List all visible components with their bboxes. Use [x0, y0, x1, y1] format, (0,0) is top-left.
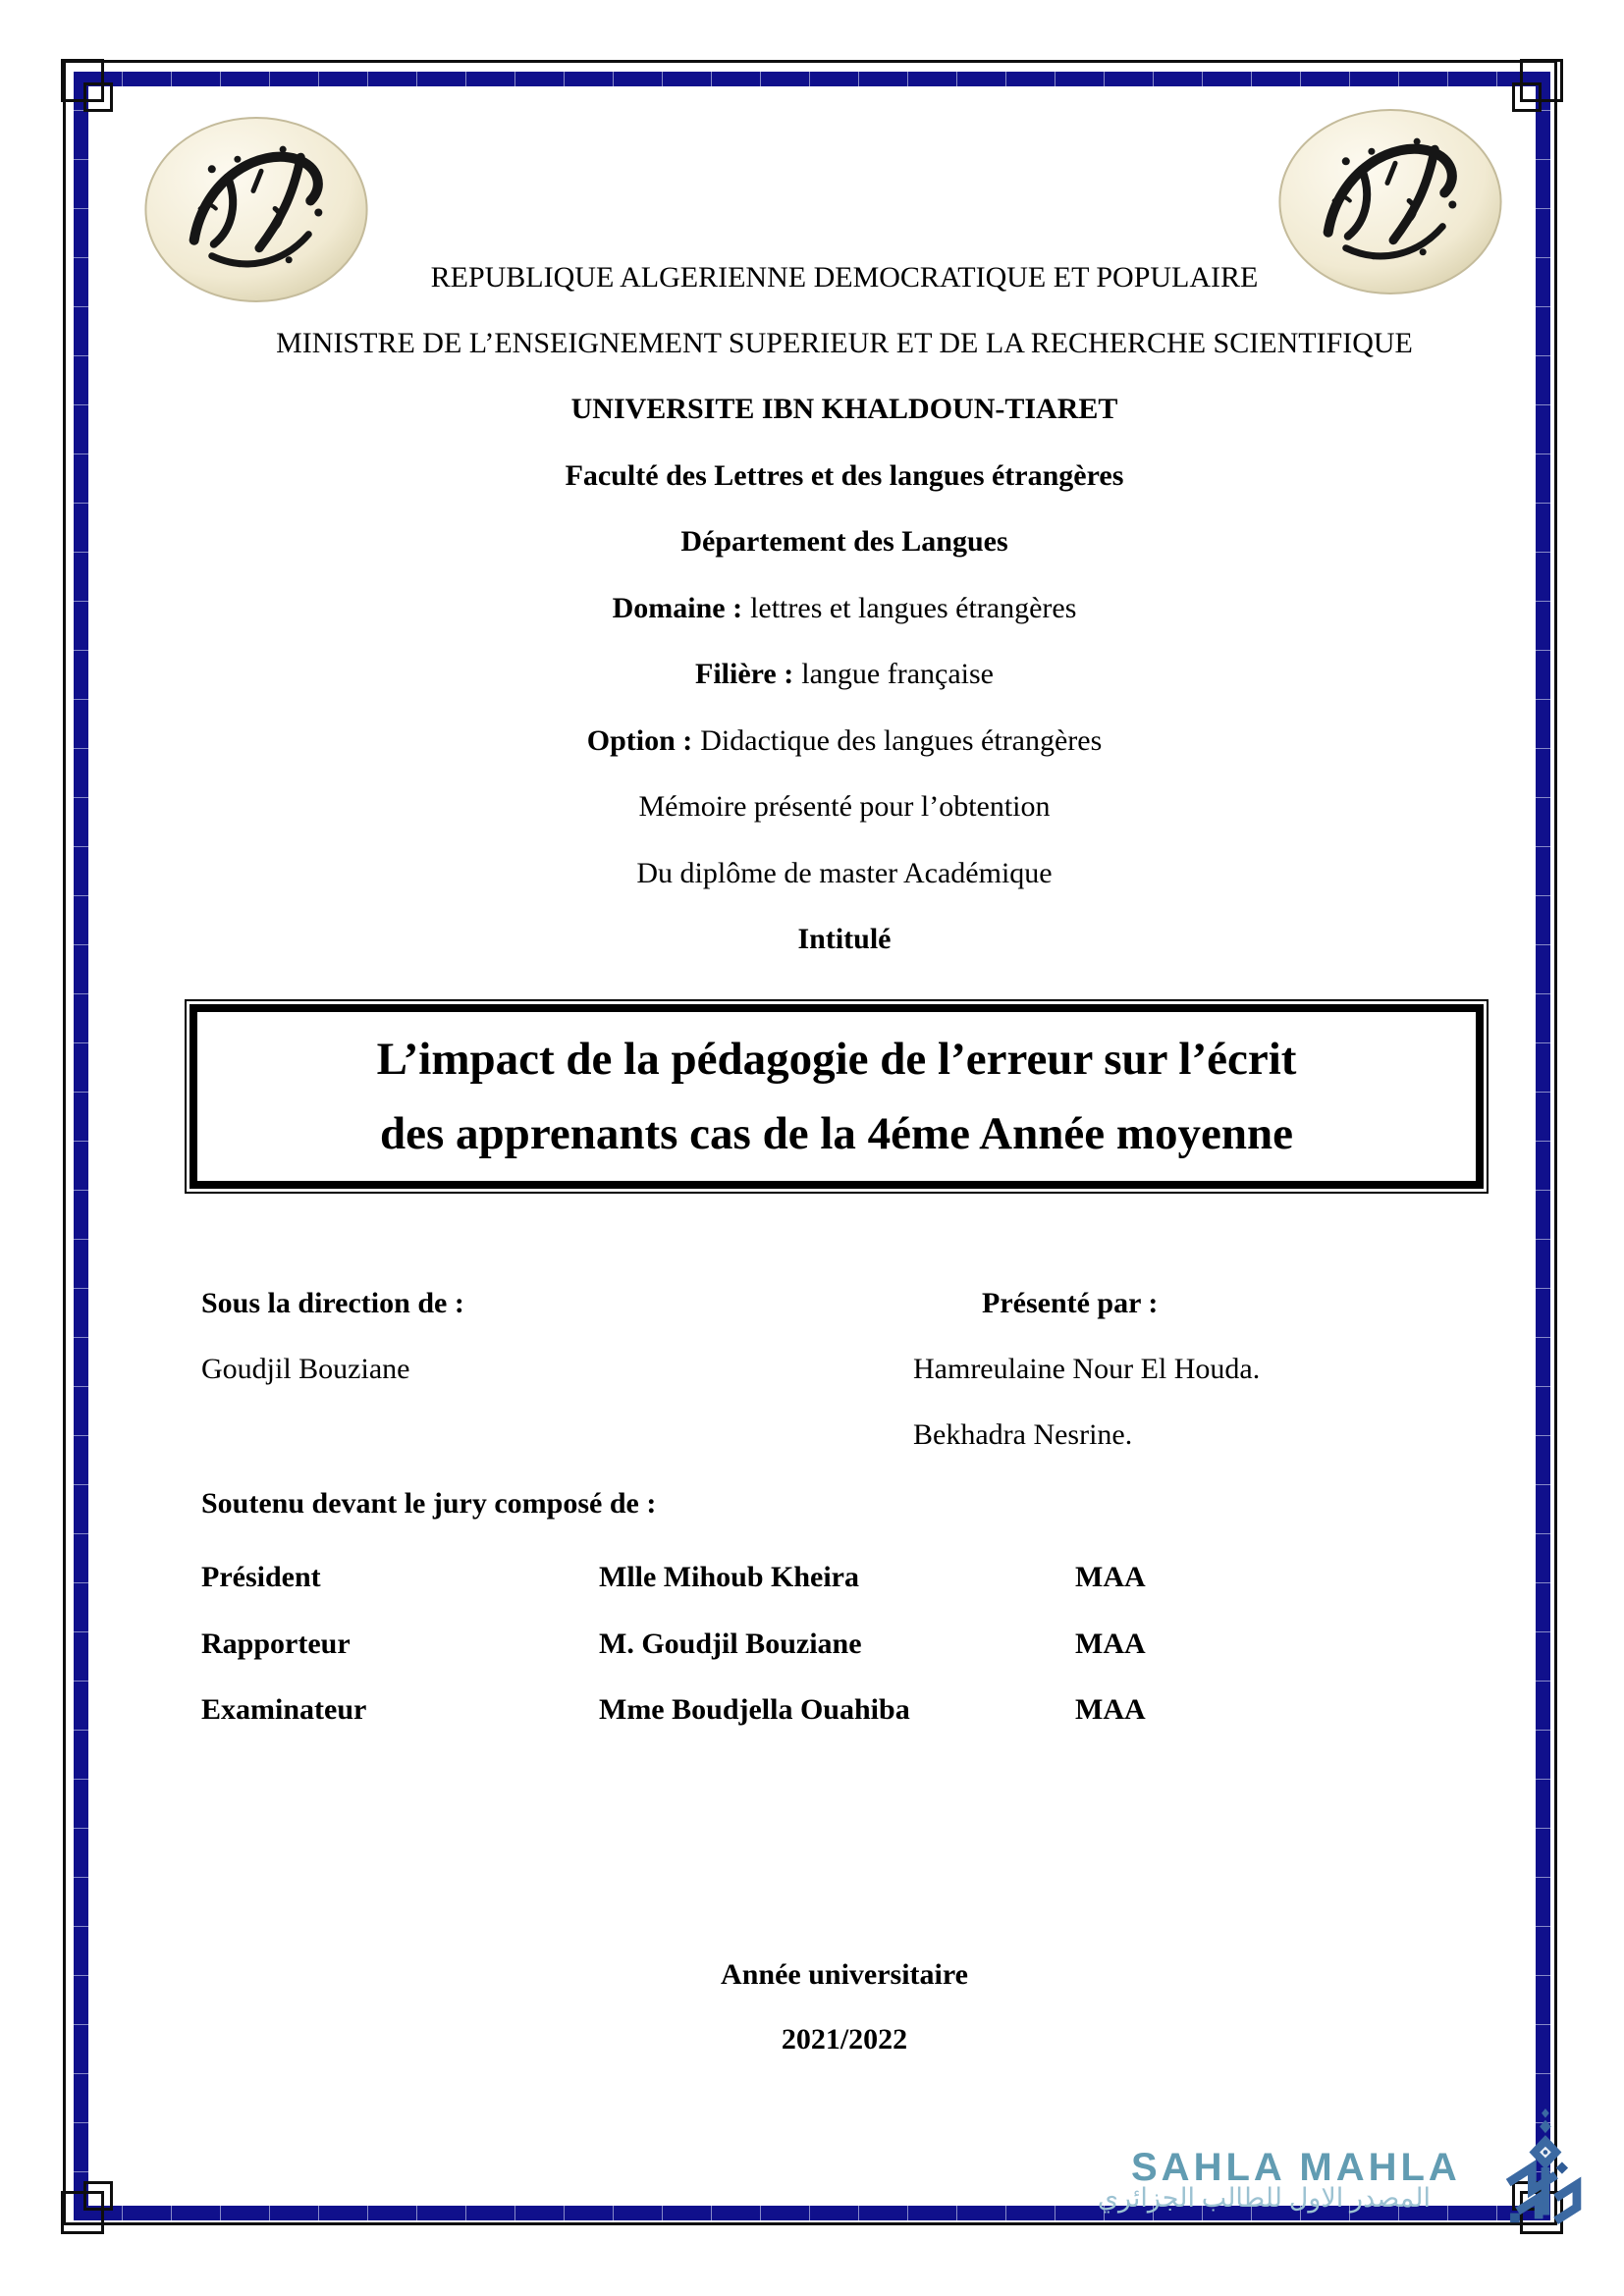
faculty-name: Faculté des Lettres et des langues étrangères	[565, 459, 1124, 492]
academic-year-label: Année universitaire	[721, 1958, 968, 1991]
memoire-line1: Mémoire présenté pour l’obtention	[638, 790, 1051, 823]
jury-rank: MAA	[1075, 1628, 1146, 1660]
jury-heading: Soutenu devant le jury composé de :	[201, 1487, 657, 1520]
university-logo-icon	[1276, 106, 1504, 298]
supervisor-name: Goudjil Bouziane	[201, 1353, 410, 1385]
jury-role: Examinateur	[201, 1693, 367, 1726]
thesis-title-box	[185, 999, 1489, 1194]
option-label: Option :	[586, 724, 693, 757]
university-name: UNIVERSITE IBN KHALDOUN-TIARET	[570, 393, 1118, 425]
sahla-mahla-brand: SAHLA MAHLA	[1131, 2146, 1461, 2189]
ministry-line: MINISTRE DE L’ENSEIGNEMENT SUPERIEUR ET DE LA RECHERCHE SCIENTIFIQUE	[276, 327, 1413, 359]
domaine-value: lettres et langues étrangères	[750, 592, 1077, 624]
sahla-mahla-tagline: المصدر الاول للطالب الجزائري	[1097, 2183, 1431, 2213]
option-line	[177, 724, 1512, 758]
direction-label: Sous la direction de :	[201, 1287, 464, 1319]
intitule-label: Intitulé	[797, 923, 892, 955]
filiere-value: langue française	[801, 658, 994, 690]
border-bar-top	[74, 72, 1550, 86]
jury-row	[201, 1628, 1380, 1661]
thesis-title-line2: des apprenants cas de la 4éme Année moyenne	[380, 1108, 1293, 1159]
student-name-1: Hamreulaine Nour El Houda.	[913, 1353, 1261, 1385]
domaine-line	[177, 592, 1512, 625]
jury-member-name: M. Goudjil Bouziane	[599, 1628, 862, 1660]
thesis-title-line1: L’impact de la pédagogie de l’erreur sur l’écrit	[376, 1034, 1297, 1085]
corner-ornament-icon	[83, 82, 113, 112]
republic-line: REPUBLIQUE ALGERIENNE DEMOCRATIQUE ET POPULAIRE	[430, 261, 1259, 294]
jury-role: Président	[201, 1561, 321, 1593]
jury-rank: MAA	[1075, 1561, 1146, 1593]
option-value: Didactique des langues étrangères	[700, 724, 1103, 757]
jury-member-name: Mlle Mihoub Kheira	[599, 1561, 859, 1593]
corner-ornament-icon	[83, 2181, 113, 2211]
sahla-mahla-logo-icon	[1500, 2107, 1587, 2230]
corner-ornament-icon	[1512, 82, 1542, 112]
academic-year-value: 2021/2022	[781, 2023, 908, 2056]
university-logo-icon	[142, 114, 370, 306]
jury-row	[201, 1693, 1380, 1727]
thesis-title	[189, 1004, 1484, 1189]
jury-rank: MAA	[1075, 1693, 1146, 1726]
memoire-line2: Du diplôme de master Académique	[636, 857, 1053, 889]
presented-label: Présenté par :	[982, 1287, 1159, 1319]
student-name-2: Bekhadra Nesrine.	[913, 1418, 1133, 1451]
border-bar-right	[1536, 72, 1550, 2220]
department-name: Département des Langues	[680, 525, 1008, 558]
border-bar-left	[74, 72, 88, 2220]
jury-row	[201, 1561, 1380, 1594]
jury-member-name: Mme Boudjella Ouahiba	[599, 1693, 910, 1726]
filiere-label: Filière :	[695, 658, 794, 690]
filiere-line	[177, 658, 1512, 691]
domaine-label: Domaine :	[612, 592, 743, 624]
jury-role: Rapporteur	[201, 1628, 351, 1660]
